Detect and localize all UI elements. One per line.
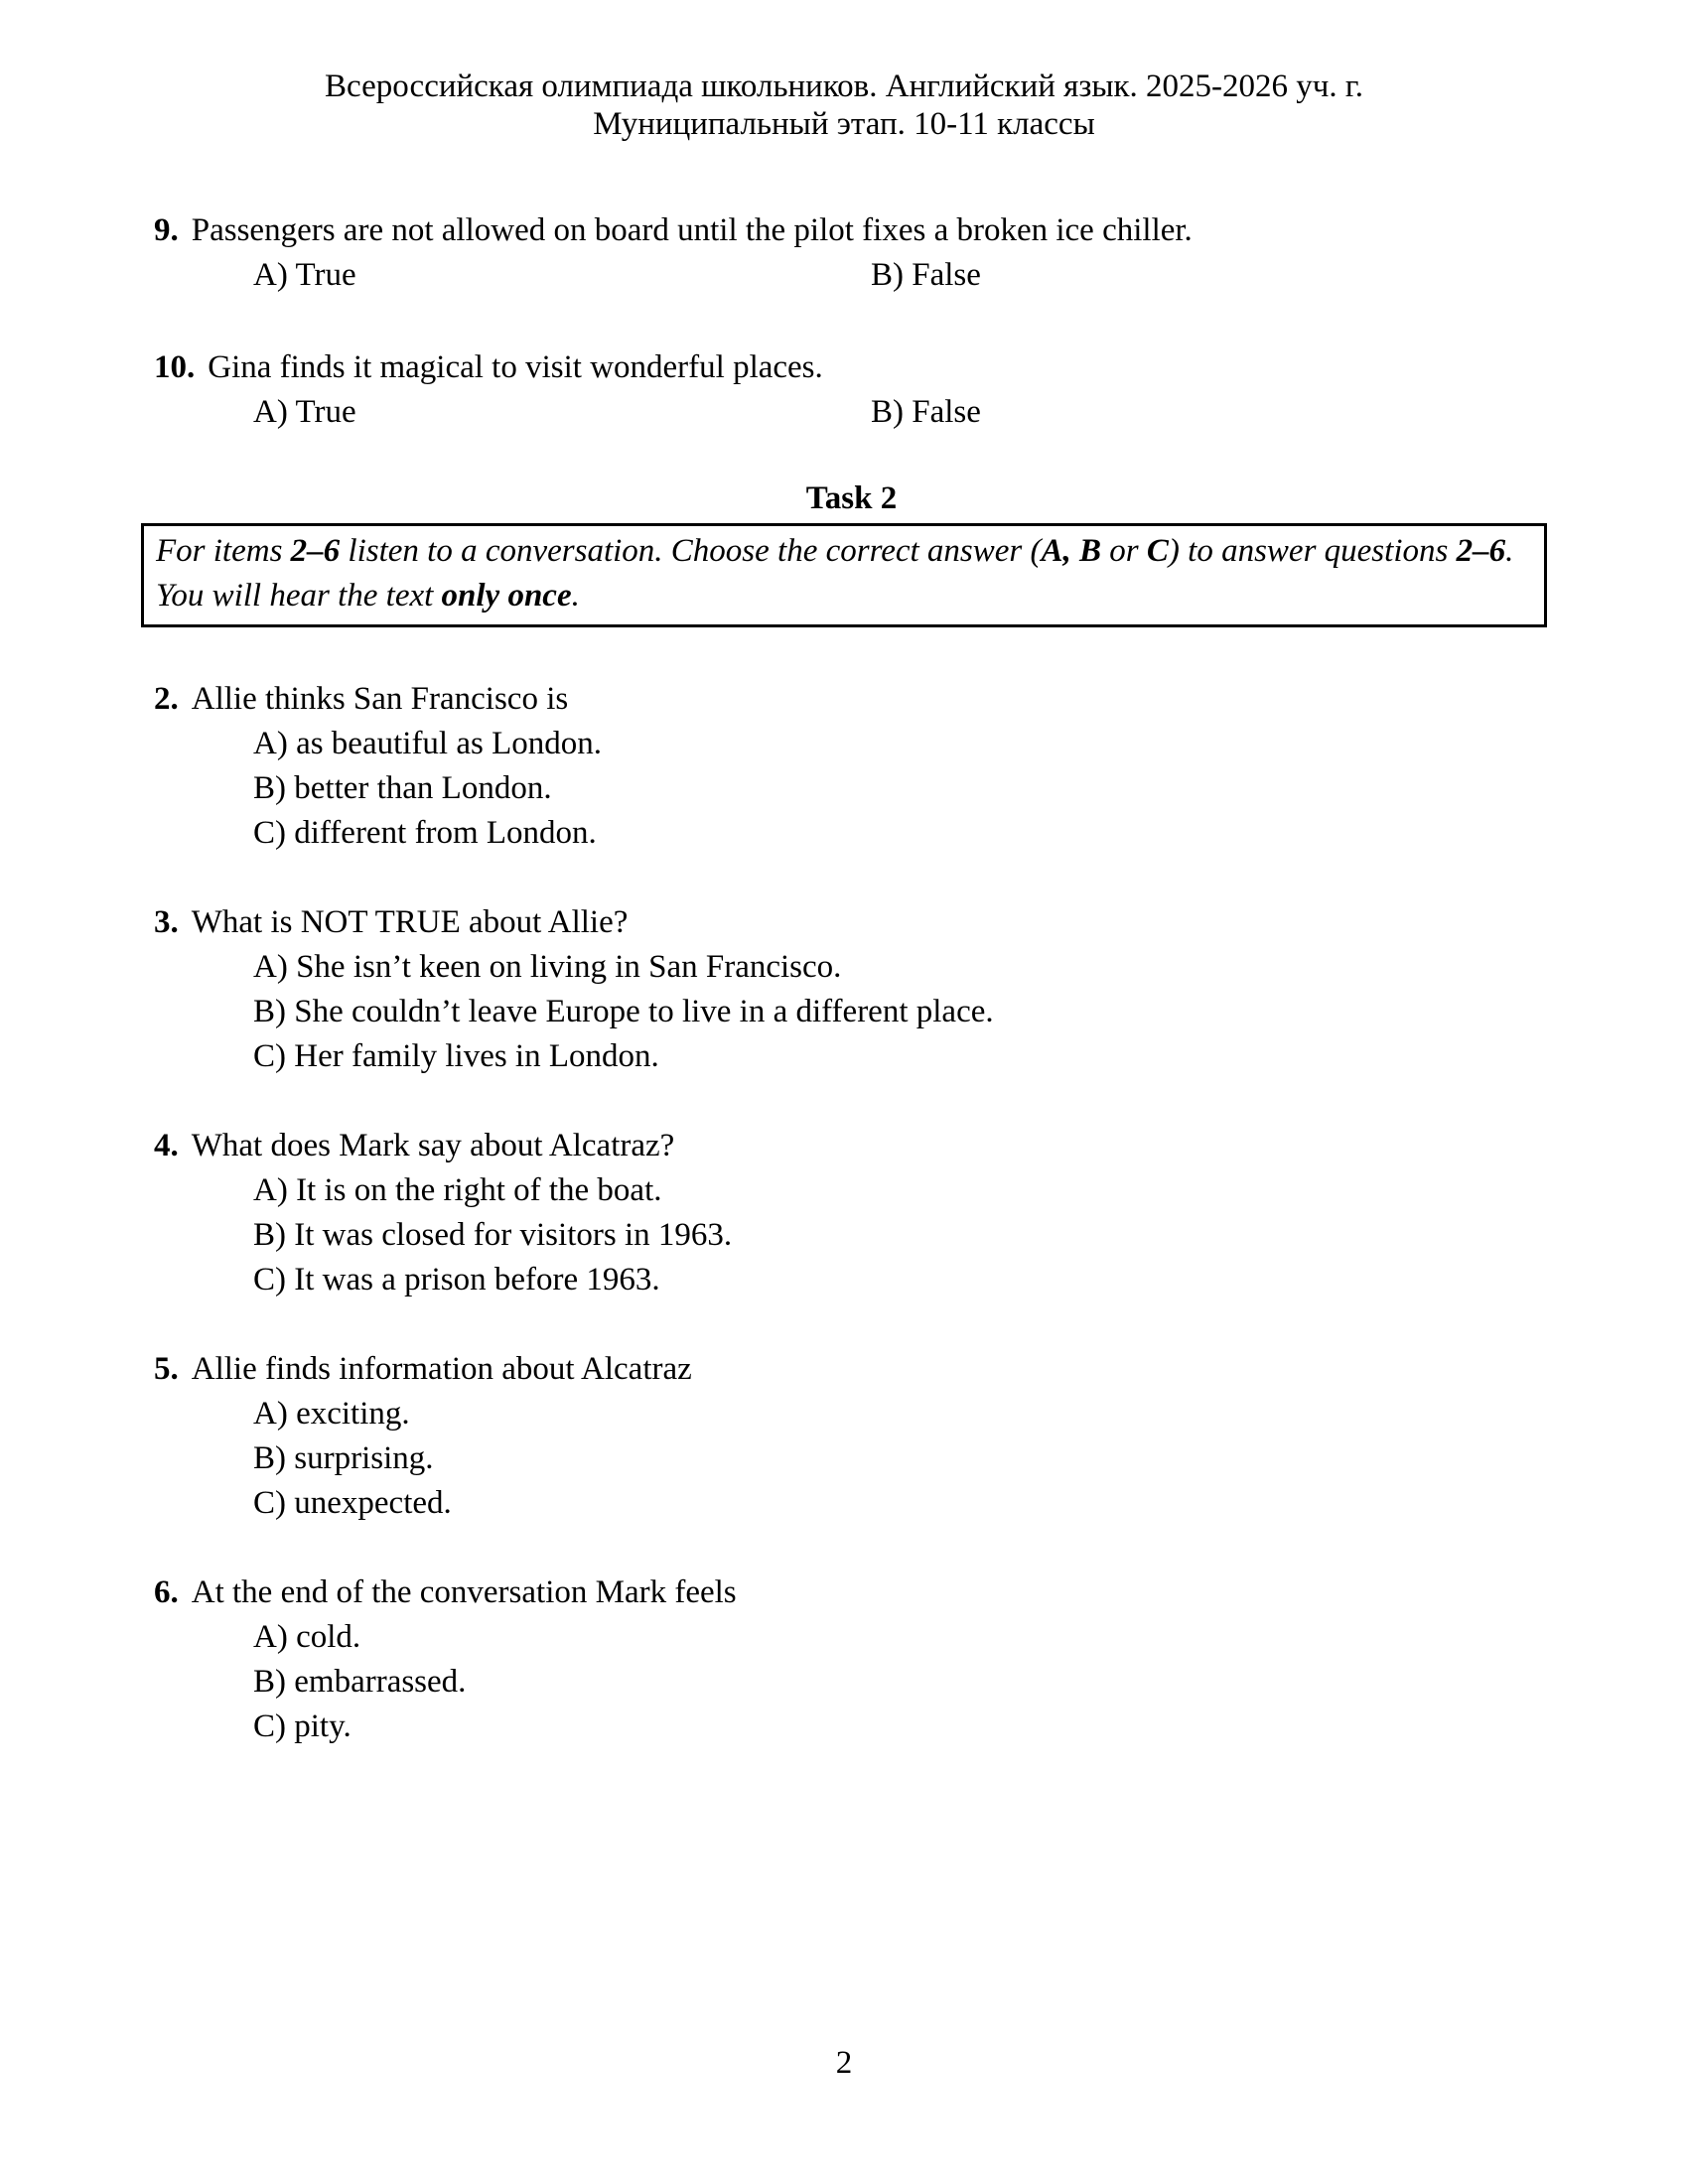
question-6-option-b: B) embarrassed. [253, 1664, 467, 1700]
question-4 [154, 1124, 1549, 1302]
question-9-option-b: B) False [871, 257, 981, 293]
question-3 [154, 900, 1549, 1079]
question-9-text: Passengers are not allowed on board until the pilot fixes a broken ice chiller. [191, 212, 1193, 248]
question-3-options [253, 945, 1549, 1079]
question-3-text: What is NOT TRUE about Allie? [191, 904, 629, 940]
question-6-options [253, 1615, 1549, 1749]
question-2-text: Allie thinks San Francisco is [191, 681, 569, 717]
question-2-stem [154, 677, 1549, 722]
question-4-text: What does Mark say about Alcatraz? [191, 1128, 675, 1163]
page-header [0, 0, 1688, 143]
question-3-option-b: B) She couldn’t leave Europe to live in a different place. [253, 994, 994, 1029]
question-9-number: 9. [154, 212, 179, 248]
question-5-text: Allie finds information about Alcatraz [191, 1351, 692, 1387]
task2-instruction-text: For items 2–6 listen to a conversation. Choose the correct answer (A, B or C) to answer questions 2–6. You will hear the text only once. [156, 533, 1514, 614]
header-line-1: Всероссийская олимпиада школьников. Английский язык. 2025-2026 уч. г. [325, 68, 1363, 104]
question-9 [154, 208, 1549, 298]
question-4-stem [154, 1124, 1549, 1168]
question-5-stem [154, 1347, 1549, 1392]
page-content [154, 208, 1549, 1749]
question-3-option-c: C) Her family lives in London. [253, 1038, 659, 1074]
task2-instruction-box [141, 523, 1547, 627]
question-4-option-c: C) It was a prison before 1963. [253, 1262, 660, 1297]
question-2-number: 2. [154, 681, 179, 717]
question-9-options [253, 253, 1549, 298]
question-9-stem [154, 208, 1549, 253]
question-10-number: 10. [154, 349, 196, 385]
question-6-text: At the end of the conversation Mark feels [191, 1574, 737, 1610]
question-10-text: Gina finds it magical to visit wonderful places. [208, 349, 823, 385]
question-2-options [253, 722, 1549, 856]
question-5-number: 5. [154, 1351, 179, 1387]
task2-title: Task 2 [805, 480, 898, 516]
question-6-option-c: C) pity. [253, 1708, 352, 1744]
question-3-option-a: A) She isn’t keen on living in San Francisco. [253, 949, 842, 985]
header-line-2: Муниципальный этап. 10-11 классы [593, 106, 1095, 142]
question-2 [154, 677, 1549, 856]
question-5 [154, 1347, 1549, 1526]
question-4-option-b: B) It was closed for visitors in 1963. [253, 1217, 733, 1253]
question-4-option-a: A) It is on the right of the boat. [253, 1172, 662, 1208]
question-5-option-b: B) surprising. [253, 1440, 434, 1476]
question-10-option-a: A) True [253, 394, 356, 430]
question-10-options [253, 390, 1549, 435]
question-4-number: 4. [154, 1128, 179, 1163]
question-2-option-c: C) different from London. [253, 815, 597, 851]
question-6 [154, 1570, 1549, 1749]
page-number: 2 [835, 2045, 853, 2081]
question-4-options [253, 1168, 1549, 1302]
question-6-number: 6. [154, 1574, 179, 1610]
question-9-option-a: A) True [253, 257, 356, 293]
question-3-number: 3. [154, 904, 179, 940]
question-2-option-b: B) better than London. [253, 770, 552, 806]
question-6-stem [154, 1570, 1549, 1615]
question-5-options [253, 1392, 1549, 1526]
question-2-option-a: A) as beautiful as London. [253, 726, 602, 761]
question-10-stem [154, 345, 1549, 390]
question-5-option-c: C) unexpected. [253, 1485, 452, 1521]
question-3-stem [154, 900, 1549, 945]
question-6-option-a: A) cold. [253, 1619, 361, 1655]
question-5-option-a: A) exciting. [253, 1396, 410, 1432]
question-10-option-b: B) False [871, 394, 981, 430]
question-10 [154, 345, 1549, 435]
